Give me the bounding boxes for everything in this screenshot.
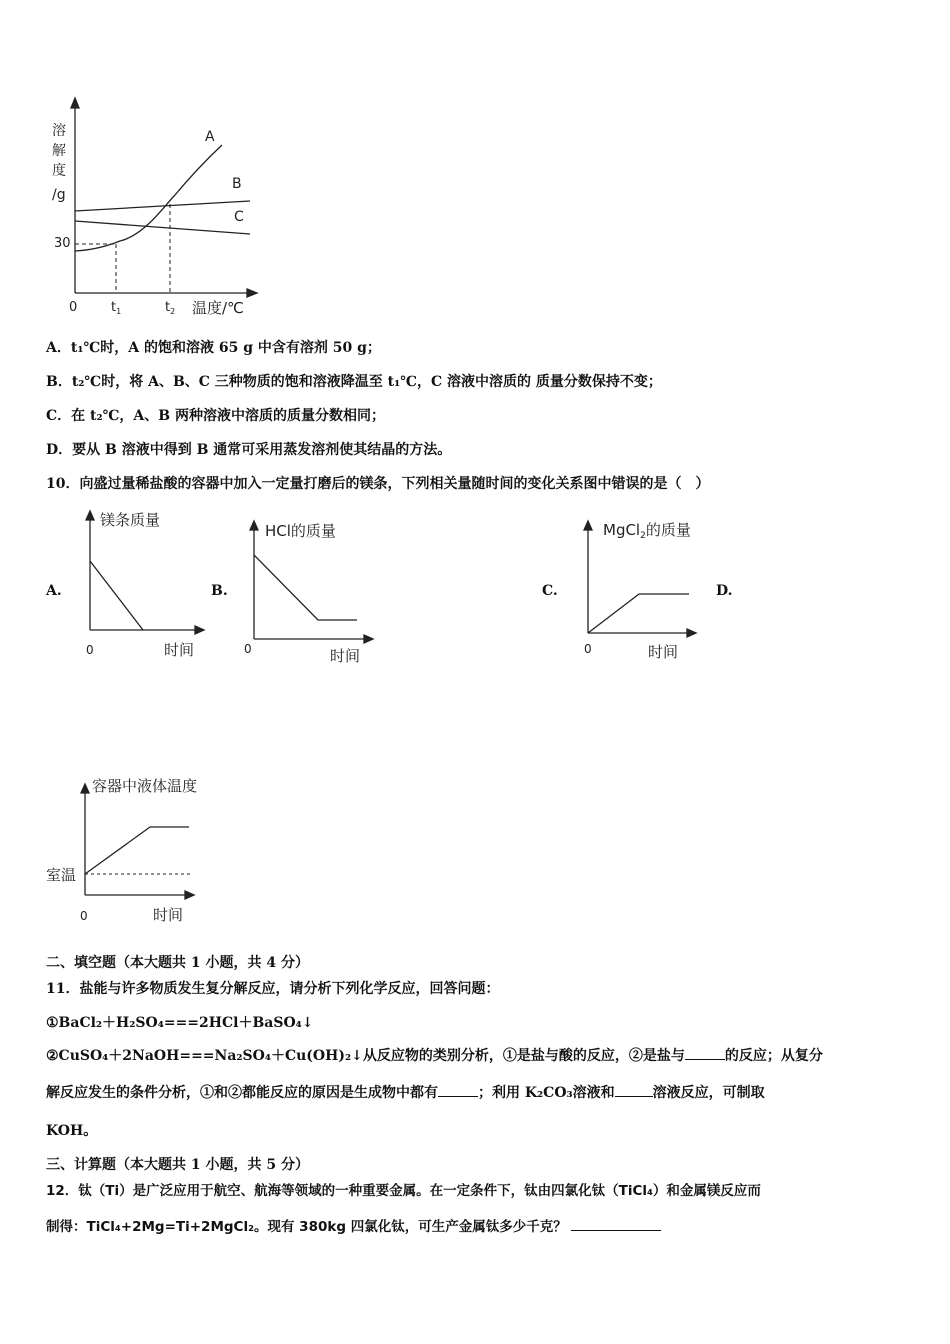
curve-a-label: A: [205, 129, 215, 145]
curve-a-line: [75, 145, 222, 251]
blank-3[interactable]: [615, 1084, 653, 1097]
q12-line1: 12．钛（Ti）是广泛应用于航空、航海等领域的一种重要金属。在一定条件下，钛由四氯化钛（TiCl₄）和金属镁反应而: [46, 1183, 761, 1199]
curve-c-label: C: [234, 209, 244, 225]
q11-line2-b: 的反应；从复分: [724, 1048, 823, 1064]
q10-label-c: C.: [542, 583, 558, 599]
q11-line4: KOH。: [46, 1123, 98, 1139]
q11-eq1: ①BaCl₂＋H₂SO₄===2HCl＋BaSO₄↓: [46, 1015, 314, 1031]
graph-b-origin: 0: [244, 642, 252, 656]
origin-label: 0: [69, 300, 78, 315]
graph-a-xlabel: 时间: [164, 641, 195, 659]
q12-line2-text: 制得：TiCl₄+2Mg=Ti+2MgCl₂。现有 380kg 四氯化钛，可生产金属钛多少千克？: [46, 1219, 567, 1235]
curve-b-label: B: [232, 176, 242, 192]
graph-c-y-arrow: [584, 521, 592, 530]
graph-c-data-line: [588, 594, 689, 633]
graph-b-x-arrow: [364, 635, 373, 643]
graph-a-data-line: [90, 561, 143, 630]
q11-line2: [46, 1045, 823, 1065]
t1-label: $t_1$: [111, 300, 122, 316]
q9-option-a: A．t₁℃时，A 的饱和溶液 65 g 中含有溶剂 50 g；: [46, 340, 381, 356]
q11-line3-b: ；利用 K₂CO₃溶液和: [478, 1085, 615, 1101]
q12-line2: [46, 1215, 661, 1235]
graph-b-y-arrow: [250, 521, 258, 530]
graph-d-y-arrow: [81, 784, 89, 793]
graph-b-xlabel: 时间: [330, 647, 361, 665]
q10-stem: 10．向盛过量稀盐酸的容器中加入一定量打磨后的镁条，下列相关量随时间的变化关系图中错误的是（ ）: [46, 476, 710, 492]
graph-c: [578, 515, 708, 675]
q10-label-a: A.: [46, 583, 62, 599]
graph-d-x-arrow: [185, 891, 194, 899]
graph-c-xlabel: 时间: [648, 643, 679, 661]
graph-a-origin: 0: [86, 643, 94, 657]
q11-stem: 11．盐能与许多物质发生复分解反应，请分析下列化学反应，回答问题：: [46, 981, 500, 997]
q9-option-b: B．t₂℃时，将 A、B、C 三种物质的饱和溶液降温至 t₁℃，C 溶液中溶质的 质量分数保持不变；: [46, 374, 662, 390]
graph-d-data-line: [85, 827, 189, 874]
graph-a-x-arrow: [195, 626, 204, 634]
x-axis-arrow: [247, 289, 257, 297]
q11-line3: [46, 1082, 765, 1102]
blank-1[interactable]: [685, 1047, 725, 1060]
q11-line3-a: 解反应发生的条件分析，①和②都能反应的原因是生成物中都有: [46, 1085, 438, 1101]
ylabel-3: 度: [52, 163, 66, 179]
graph-d-ylabel: 容器中液体温度: [92, 777, 198, 795]
t2-label: $t_2$: [165, 300, 176, 316]
blank-4[interactable]: [571, 1218, 661, 1231]
graph-d-origin: 0: [80, 909, 88, 923]
graph-d-room-label: 室温: [46, 866, 77, 884]
graph-c-ylabel: MgCl$_2$的质量: [603, 521, 691, 541]
curve-c-line: [75, 221, 250, 234]
xlabel: 温度/℃: [192, 299, 244, 317]
q10-label-b: B.: [211, 583, 228, 599]
y-axis-arrow: [71, 98, 79, 108]
ylabel-4: /g: [52, 187, 66, 203]
y30-label: 30: [54, 236, 71, 251]
graph-b-data-line: [254, 555, 357, 620]
graph-c-origin: 0: [584, 642, 592, 656]
blank-2[interactable]: [438, 1084, 478, 1097]
q9-option-d: D．要从 B 溶液中得到 B 通常可采用蒸发溶剂使其结晶的方法。: [46, 442, 452, 458]
graph-a-y-arrow: [86, 511, 94, 520]
solubility-chart: [40, 95, 260, 325]
graph-a-ylabel: 镁条质量: [100, 511, 161, 529]
ylabel-2: 解: [52, 143, 66, 159]
graph-c-x-arrow: [687, 629, 696, 637]
q11-line2-a: ②CuSO₄＋2NaOH===Na₂SO₄＋Cu(OH)₂↓从反应物的类别分析，①是盐与酸的反应，②是盐与: [46, 1048, 685, 1064]
graph-d: [44, 770, 234, 930]
section3-heading: 三、计算题（本大题共 1 小题，共 5 分）: [46, 1157, 309, 1173]
graph-b-ylabel: HCl的质量: [265, 522, 336, 540]
graph-d-xlabel: 时间: [153, 906, 184, 924]
q9-option-c: C．在 t₂℃，A、B 两种溶液中溶质的质量分数相同；: [46, 408, 385, 424]
graph-a: [80, 505, 210, 665]
ylabel-1: 溶: [52, 123, 66, 139]
graph-b: [240, 515, 380, 675]
q10-label-d: D.: [716, 583, 733, 599]
section2-heading: 二、填空题（本大题共 1 小题，共 4 分）: [46, 955, 309, 971]
q11-line3-c: 溶液反应，可制取: [652, 1085, 765, 1101]
